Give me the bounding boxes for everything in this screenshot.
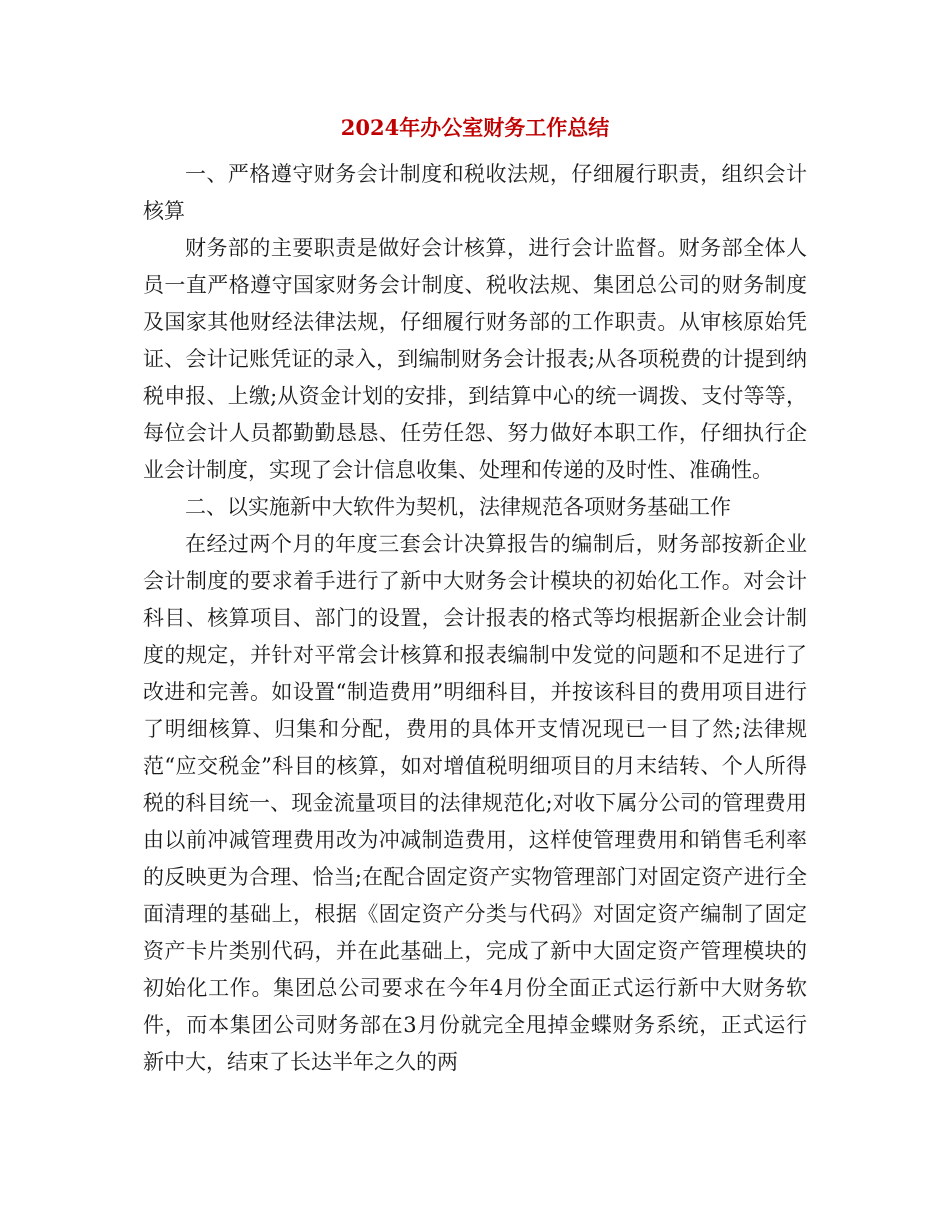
document-body (143, 156, 807, 1081)
document-title: 2024年办公室财务工作总结 (340, 115, 610, 140)
section-heading-2: 二、以实施新中大软件为契机，法律规范各项财务基础工作 (185, 495, 731, 519)
body-paragraph-2: 在经过两个月的年度三套会计决算报告的编制后，财务部按新企业会计制度的要求着手进行了新中大财务会计模块的初始化工作。对会计科目、核算项目、部门的设置，会计报表的格式等均根据新企业会计制度的规定，并针对平常会计核算和报表编制中发觉的问题和不足进行了改进和完善。如设置“制造费用”明细科目，并按该科目的费用项目进行了明细核算、归集和分配，费用的具体开支情况现已一目了然;法律规范“应交税金”科目的核算，如对增值税明细项目的月末结转、个人所得税的科目统一、现金流量项目的法律规范化;对收下属分公司的管理费用由以前冲减管理费用改为冲减制造费用，这样使管理费用和销售毛利率的反映更为合理、恰当;在配合固定资产实物管理部门对固定资产进行全面清理的基础上，根据《固定资产分类与代码》对固定资产编制了固定资产卡片类别代码，并在此基础上，完成了新中大固定资产管理模块的初始化工作。集团总公司要求在今年4月份全面正式运行新中大财务软件，而本集团公司财务部在3月份就完全甩掉金蝶财务系统，正式运行新中大，结束了长达半年之久的两 (143, 532, 807, 1074)
body-paragraph-1: 财务部的主要职责是做好会计核算，进行会计监督。财务部全体人员一直严格遵守国家财务会计制度、税收法规、集团总公司的财务制度及国家其他财经法律法规，仔细履行财务部的工作职责。从审核原始凭证、会计记账凭证的录入，到编制财务会计报表;从各项税费的计提到纳税申报、上缴;从资金计划的安排，到结算中心的统一调拨、支付等等，每位会计人员都勤勤恳恳、任劳任怨、努力做好本职工作，仔细执行企业会计制度，实现了会计信息收集、处理和传递的及时性、准确性。 (143, 236, 807, 482)
section-heading-1: 一、严格遵守财务会计制度和税收法规，仔细履行职责，组织会计核算 (143, 162, 807, 223)
